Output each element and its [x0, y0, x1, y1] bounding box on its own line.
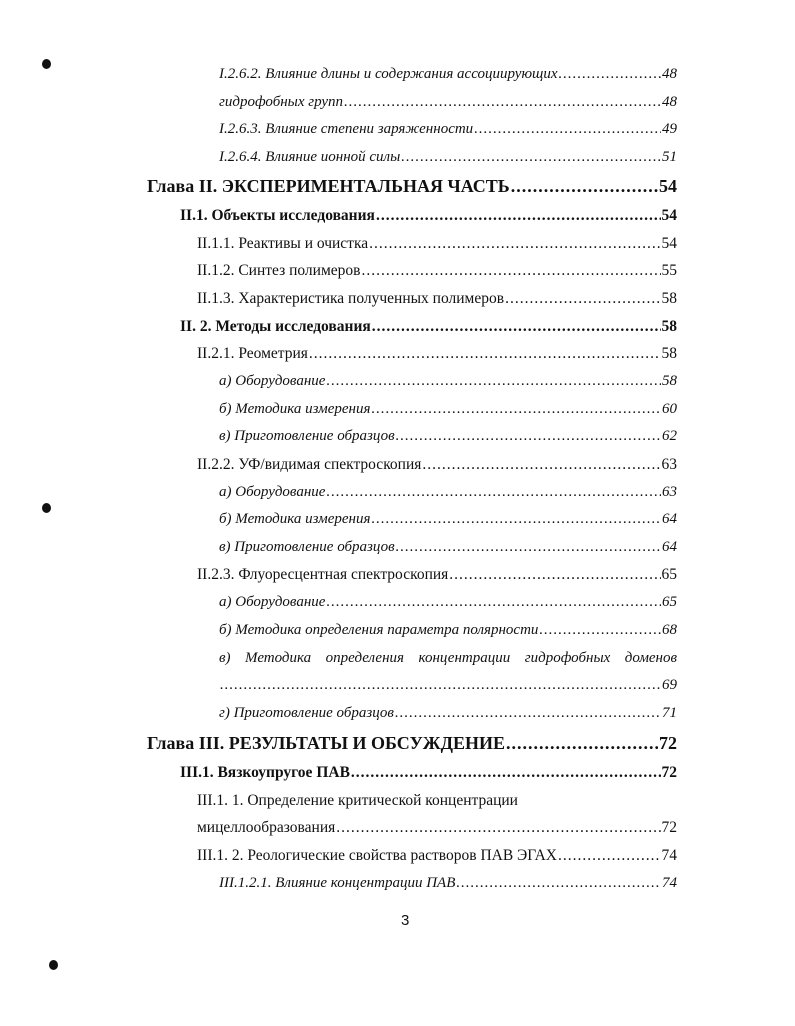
toc-entry [219, 94, 677, 116]
toc-entry-title: мицеллообразования [197, 819, 336, 836]
toc-entry [219, 401, 677, 423]
toc-entry [197, 847, 677, 869]
toc-entry-title: б) Методика определения параметра полярности [219, 622, 539, 638]
toc-entry-page: 72 [659, 733, 677, 753]
toc-leader-dots [351, 764, 661, 782]
toc-entry-title: а) Оборудование [219, 373, 326, 389]
toc-entry-title: II.1. Объекты исследования [180, 207, 375, 224]
toc-entry-title: а) Оборудование [219, 594, 326, 610]
toc-entry [219, 622, 677, 644]
toc-entry-title: III.1. Вязкоупругое ПАВ [180, 764, 350, 781]
toc-leader-dots [559, 66, 661, 83]
toc-entry-title: III.1. 1. Определение критической концентрации [197, 792, 518, 809]
binder-hole-mark [42, 59, 51, 69]
binder-hole-mark [42, 503, 51, 513]
toc-leader-dots [474, 121, 661, 138]
toc-leader-dots [505, 290, 660, 308]
toc-entry-title: II.1.3. Характеристика полученных полимеров [197, 290, 505, 307]
binder-hole-mark [49, 960, 58, 970]
toc-leader-dots [369, 235, 660, 253]
toc-entry-title: III.1. 2. Реологические свойства растворов ПАВ ЭГАХ [197, 847, 557, 864]
toc-leader-dots [422, 456, 660, 474]
toc-entry-page: 54 [661, 207, 677, 224]
toc-entry-title: II.2.1. Реометрия [197, 345, 308, 362]
toc-entry-page: 72 [661, 764, 677, 781]
toc-entry [219, 428, 677, 450]
toc-section [180, 318, 677, 340]
toc-entry [197, 345, 677, 367]
toc-entry-page: 63 [662, 484, 677, 500]
toc-entry-title: II.2.3. Флуоресцентная спектроскопия [197, 566, 449, 583]
toc-entry-page: 65 [662, 594, 677, 610]
toc-leader-dots [511, 176, 658, 197]
toc-entry [219, 677, 677, 699]
toc-entry-page: 58 [662, 373, 677, 389]
toc-leader-dots [309, 345, 661, 363]
toc-leader-dots [220, 677, 661, 694]
toc-entry [197, 456, 677, 478]
toc-chapter [147, 176, 677, 198]
toc-leader-dots [396, 428, 661, 445]
toc-entry-title: I.2.6.4. Влияние ионной силы [219, 149, 401, 165]
toc-entry [219, 594, 677, 616]
toc-leader-dots [395, 705, 661, 722]
toc-entry-page: 63 [661, 456, 677, 473]
toc-entry [197, 262, 677, 284]
toc-entry [219, 539, 677, 561]
toc-leader-dots [539, 622, 661, 639]
toc-entry-title: б) Методика измерения [219, 401, 371, 417]
toc-leader-dots [376, 207, 661, 225]
toc-entry-page: 54 [661, 235, 677, 252]
toc-leader-dots [326, 484, 661, 501]
toc-leader-dots [326, 373, 661, 390]
toc-entry-page: 64 [662, 511, 677, 527]
toc-entry-title: г) Приготовление образцов [219, 705, 394, 721]
toc-entry-title: Глава II. ЭКСПЕРИМЕНТАЛЬНАЯ ЧАСТЬ [147, 176, 510, 196]
toc-entry-page: 69 [662, 677, 677, 693]
toc-leader-dots [371, 401, 661, 418]
toc-entry-title: II.2.2. УФ/видимая спектроскопия [197, 456, 422, 473]
toc-entry-page: 68 [662, 622, 677, 638]
toc-entry-title: II.1.1. Реактивы и очистка [197, 235, 369, 252]
toc-leader-dots [401, 149, 661, 166]
toc-entry [219, 875, 677, 897]
toc-entry-page: 74 [662, 875, 677, 891]
toc-entry [219, 705, 677, 727]
toc-entry [219, 149, 677, 171]
toc-chapter [147, 733, 677, 755]
toc-entry-page: 58 [661, 345, 677, 362]
toc-leader-dots [396, 539, 661, 556]
toc-entry-page: 55 [661, 262, 677, 279]
toc-entry-page: 64 [662, 539, 677, 555]
toc-entry-page: 72 [661, 819, 677, 836]
toc-entry-page: 62 [662, 428, 677, 444]
toc-entry [219, 66, 677, 88]
toc-entry-title: а) Оборудование [219, 484, 326, 500]
toc-entry [219, 511, 677, 533]
toc-entry-title: II. 2. Методы исследования [180, 318, 371, 335]
toc-entry [197, 290, 677, 312]
toc-entry [197, 235, 677, 257]
toc-entry-title: III.1.2.1. Влияние концентрации ПАВ [219, 875, 456, 891]
toc-entry-title: Глава III. РЕЗУЛЬТАТЫ И ОБСУЖДЕНИЕ [147, 733, 505, 753]
toc-leader-dots [336, 819, 660, 837]
toc-entry-page: 58 [661, 318, 677, 335]
toc-entry-title: в) Приготовление образцов [219, 428, 395, 444]
toc-entry [219, 121, 677, 143]
toc-leader-dots [456, 875, 661, 892]
toc-leader-dots [449, 566, 660, 584]
toc-entry [219, 484, 677, 506]
toc-entry-title: II.1.2. Синтез полимеров [197, 262, 361, 279]
toc-entry-title: I.2.6.3. Влияние степени заряженности [219, 121, 474, 137]
toc-entry-title: в) Приготовление образцов [219, 539, 395, 555]
toc-entry-page: 51 [662, 149, 677, 165]
toc-entry-page: 54 [659, 176, 677, 196]
toc-entry [219, 373, 677, 395]
toc-leader-dots [558, 847, 661, 865]
toc-entry-page: 71 [662, 705, 677, 721]
toc-leader-dots [371, 511, 661, 528]
toc-entry-page: 48 [662, 94, 677, 110]
toc-entry-title: в) Методика определения концентрации гидрофобных доменов [219, 650, 677, 666]
toc-entry-page: 58 [661, 290, 677, 307]
toc-entry-page: 48 [662, 66, 677, 82]
toc-entry-page: 74 [661, 847, 677, 864]
toc-leader-dots [361, 262, 660, 280]
toc-entry [197, 819, 677, 841]
toc-section [180, 207, 677, 229]
page-number: 3 [401, 912, 410, 929]
toc-entry [197, 566, 677, 588]
toc-leader-dots [372, 318, 661, 336]
toc-entry-title: б) Методика измерения [219, 511, 371, 527]
toc-entry-title: гидрофобных групп [219, 94, 344, 110]
toc-section [180, 764, 677, 786]
toc-entry-page: 65 [661, 566, 677, 583]
toc-entry-page: 49 [662, 121, 677, 137]
toc-entry-page: 60 [662, 401, 677, 417]
toc-entry-title: I.2.6.2. Влияние длины и содержания ассоциирующих [219, 66, 558, 82]
toc-leader-dots [506, 733, 658, 754]
toc-leader-dots [326, 594, 661, 611]
toc-leader-dots [344, 94, 661, 111]
